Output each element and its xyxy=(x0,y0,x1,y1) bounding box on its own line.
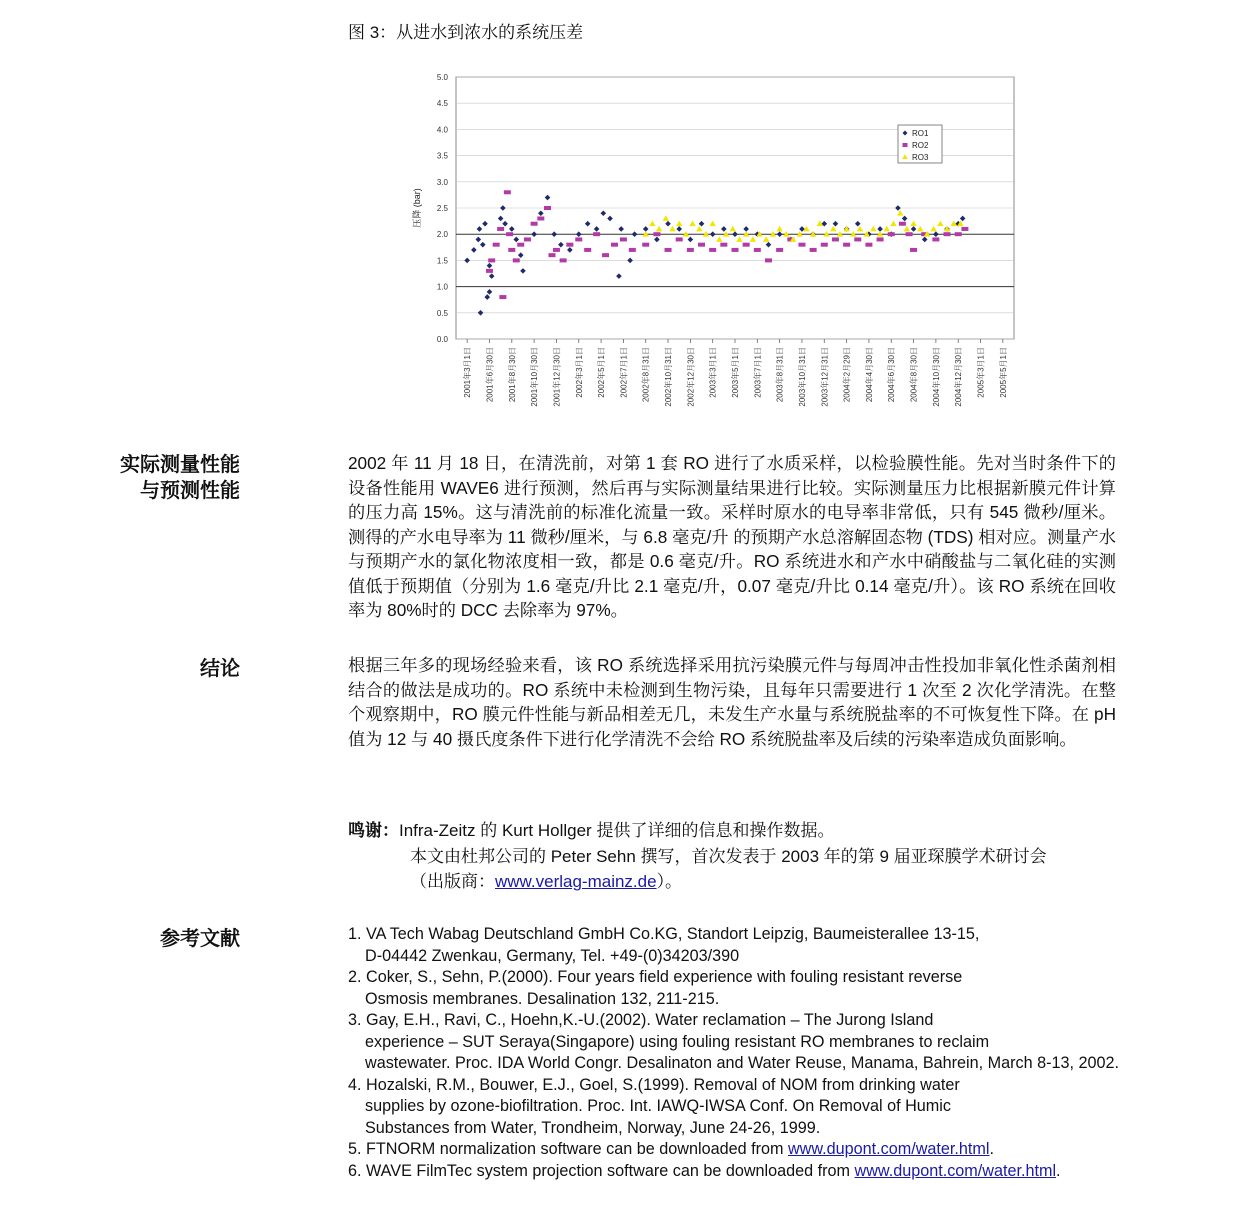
ro2-point xyxy=(488,258,495,262)
reference-line: Osmosis membranes. Desalination 132, 211-215. xyxy=(365,989,720,1008)
acknowledgement-label: 鸣谢： xyxy=(348,821,399,840)
acknowledgement-line3 xyxy=(348,869,1128,895)
ro2-point xyxy=(506,232,513,236)
ro2-point xyxy=(642,243,649,247)
ro2-point xyxy=(698,243,705,247)
x-tick-label: 2002年3月1日 xyxy=(574,347,584,398)
ro2-point xyxy=(508,248,515,252)
reference-line: 4. Hozalski, R.M., Bouwer, E.J., Goel, S.(1999). Removal of NOM from drinking water xyxy=(348,1075,960,1094)
ro2-point xyxy=(537,216,544,220)
reference-line: 3. Gay, E.H., Ravi, C., Hoehn,K.-U.(2002). Water reclamation – The Jurong Island xyxy=(348,1011,934,1029)
ro2-point xyxy=(854,237,861,241)
x-tick-label: 2001年3月1日 xyxy=(463,347,473,398)
ro2-point xyxy=(575,237,582,241)
y-tick-label: 4.5 xyxy=(436,99,448,109)
x-tick-label: 2001年12月30日 xyxy=(552,347,562,407)
performance-heading xyxy=(60,452,240,504)
y-tick-label: 1.5 xyxy=(436,256,448,266)
ro2-point xyxy=(548,253,555,257)
reference-5-suffix: . xyxy=(989,1140,994,1158)
references-list xyxy=(348,924,1128,1182)
ro2-point xyxy=(743,243,750,247)
publisher-link[interactable]: www.verlag-mainz.de xyxy=(495,872,657,891)
reference-line: experience – SUT Seraya(Singapore) using fouling resistant RO membranes to reclaim xyxy=(365,1032,990,1051)
acknowledgement-line1: Infra-Zeitz 的 Kurt Hollger 提供了详细的信息和操作数据。 xyxy=(399,821,835,840)
ro2-point xyxy=(584,248,591,252)
pressure-drop-chart xyxy=(400,62,1040,412)
ro2-point xyxy=(810,248,817,252)
reference-item-2 xyxy=(348,967,1128,1010)
ro2-point xyxy=(720,243,727,247)
reference-item-1 xyxy=(348,924,1128,967)
y-tick-label: 4.0 xyxy=(436,125,448,135)
x-tick-label: 2004年2月29日 xyxy=(842,347,852,403)
reference-line: Substances from Water, Trondheim, Norway, June 24-26, 1999. xyxy=(365,1118,821,1137)
x-tick-label: 2004年8月30日 xyxy=(909,347,919,403)
ro2-point xyxy=(676,237,683,241)
ro2-point xyxy=(504,190,511,194)
ro2-point xyxy=(821,243,828,247)
reference-5-link[interactable]: www.dupont.com/water.html xyxy=(787,1140,990,1158)
legend-label-ro2: RO2 xyxy=(912,141,929,150)
ro2-point xyxy=(899,222,906,226)
x-tick-label: 2003年5月1日 xyxy=(731,347,740,398)
legend-label-ro1: RO1 xyxy=(912,129,929,138)
x-tick-label: 2002年7月1日 xyxy=(619,347,629,398)
performance-heading-line1: 实际测量性能 xyxy=(120,454,240,476)
x-tick-label: 2001年10月30日 xyxy=(530,347,540,407)
performance-paragraph: 2002 年 11 月 18 日，在清洗前，对第 1 套 RO 进行了水质采样，以检验膜性能。先对当时条件下的设备性能用 WAVE6 进行预测，然后再与实际测量结果进行比较。实际测量压力比根据新膜元件计算的压力高 15%。这与清洗前的标准化流量一致。采样时原水的电导率非常低，只有 545 微秒/厘米。测得的产水电导率为 11 微秒/厘米，与 6.8 毫克/升 的预期产水总溶解固态物 (TDS) 相对应。测量产水与预期产水的氯化物浓度相一致，都是 0.6 毫克/升。RO 系统进水和产水中硝酸盐与二氧化硅的实测值低于预期值（分别为 1.6 毫克/升比 2.1 毫克/升，0.07 毫克/升比 0.14 毫克/升）。该 RO 系统在回收率为 80%时的 DCC 去除率为 97%。 xyxy=(348,453,1116,620)
ro2-point xyxy=(611,243,618,247)
references-heading: 参考文献 xyxy=(160,928,240,950)
ro2-point xyxy=(798,243,805,247)
publisher-suffix: ）。 xyxy=(656,872,683,891)
acknowledgement-line2: 本文由杜邦公司的 Peter Sehn 撰写，首次发表于 2003 年的第 9 届亚琛膜学术研讨会 xyxy=(410,846,1047,866)
ro2-point xyxy=(553,248,560,252)
ro2-point xyxy=(620,237,627,241)
y-tick-label: 3.5 xyxy=(436,151,448,161)
ro2-point xyxy=(517,243,524,247)
ro2-point xyxy=(544,206,551,210)
x-tick-label: 2003年12月31日 xyxy=(820,347,830,407)
x-tick-label: 2003年8月31日 xyxy=(775,347,785,403)
reference-6-suffix: . xyxy=(1056,1161,1061,1180)
y-tick-label: 5.0 xyxy=(436,73,448,82)
reference-item-5 xyxy=(348,1139,1128,1161)
x-tick-label: 2005年3月1日 xyxy=(976,347,986,398)
y-axis-label: 压降 (bar) xyxy=(412,188,422,228)
legend-marker-ro2 xyxy=(903,143,908,147)
reference-item-4 xyxy=(348,1075,1128,1140)
ro2-point xyxy=(709,248,716,252)
ro2-point xyxy=(910,248,917,252)
publisher-prefix: （出版商： xyxy=(410,872,495,891)
reference-5-prefix: 5. FTNORM normalization software can be downloaded from xyxy=(348,1140,788,1158)
ro2-point xyxy=(932,237,939,241)
ro2-point xyxy=(560,258,567,262)
x-tick-label: 2004年10月30日 xyxy=(931,347,941,407)
reference-line: supplies by ozone-biofiltration. Proc. Int. IAWQ-IWSA Conf. On Removal of Humic xyxy=(365,1097,951,1115)
y-tick-label: 2.5 xyxy=(436,204,448,213)
ro2-point xyxy=(877,237,884,241)
ro2-point xyxy=(593,232,600,236)
x-tick-label: 2002年10月31日 xyxy=(664,347,674,407)
ro2-point xyxy=(629,248,636,252)
conclusion-paragraph: 根据三年多的现场经验来看，该 RO 系统选择采用抗污染膜元件与每周冲击性投加非氧化性杀菌剂相结合的做法是成功的。RO 系统中未检测到生物污染，且每年只需要进行 1 次至 2 次化学清洗。在整个观察期中，RO 膜元件性能与新品相差无几，未发生产水量与系统脱盐率的不可恢复性下降。在 pH 值为 12 与 40 摄氏度条件下进行化学清洗不会给 RO 系统脱盐率及后续的污染率造成负面影响。 xyxy=(348,655,1116,749)
y-tick-label: 2.0 xyxy=(436,230,448,240)
x-tick-label: 2004年6月30日 xyxy=(887,347,897,403)
x-tick-label: 2003年10月31日 xyxy=(797,347,807,407)
y-tick-label: 0.5 xyxy=(436,308,448,318)
figure-caption: 图 3：从进水到浓水的系统压差 xyxy=(348,23,584,42)
ro2-point xyxy=(499,295,506,299)
ro2-point xyxy=(888,232,895,236)
x-tick-label: 2005年5月1日 xyxy=(998,347,1008,398)
x-tick-label: 2003年3月1日 xyxy=(708,347,718,398)
ro2-point xyxy=(665,248,672,252)
ro2-point xyxy=(653,232,660,236)
acknowledgement-block xyxy=(348,818,1128,895)
y-tick-label: 1.0 xyxy=(436,282,448,292)
ro2-point xyxy=(961,227,968,231)
ro2-point xyxy=(566,243,573,247)
ro2-point xyxy=(486,269,493,273)
performance-heading-line2: 与预测性能 xyxy=(140,480,240,502)
ro2-point xyxy=(493,243,500,247)
x-tick-label: 2004年12月30日 xyxy=(954,347,964,407)
conclusion-heading: 结论 xyxy=(200,658,240,680)
ro2-point xyxy=(687,248,694,252)
ro2-point xyxy=(732,248,739,252)
ro2-point xyxy=(524,237,531,241)
x-tick-label: 2002年12月30日 xyxy=(686,347,696,407)
x-tick-label: 2002年8月31日 xyxy=(641,347,651,403)
x-tick-label: 2003年7月1日 xyxy=(753,347,763,398)
ro2-point xyxy=(944,232,951,236)
y-tick-label: 3.0 xyxy=(436,177,448,187)
ro2-point xyxy=(497,227,504,231)
ro2-point xyxy=(765,258,772,262)
reference-item-6 xyxy=(348,1161,1128,1183)
ro2-point xyxy=(776,248,783,252)
reference-line: 1. VA Tech Wabag Deutschland GmbH Co.KG, Standort Leipzig, Baumeisterallee 13-15, xyxy=(348,925,980,943)
ro2-point xyxy=(754,248,761,252)
ro2-point xyxy=(832,237,839,241)
reference-item-3 xyxy=(348,1010,1128,1075)
x-tick-label: 2004年4月30日 xyxy=(864,347,874,403)
y-tick-label: 0.0 xyxy=(436,335,448,344)
ro2-point xyxy=(865,243,872,247)
x-tick-label: 2001年8月30日 xyxy=(507,347,517,403)
reference-6-prefix: 6. WAVE FilmTec system projection software can be downloaded from xyxy=(348,1161,855,1180)
reference-6-link[interactable]: www.dupont.com/water.html xyxy=(854,1161,1057,1180)
ro2-point xyxy=(531,222,538,226)
ro2-point xyxy=(955,232,962,236)
ro2-point xyxy=(906,232,913,236)
x-tick-label: 2002年5月1日 xyxy=(597,347,607,398)
ro2-point xyxy=(513,258,520,262)
ro2-point xyxy=(843,243,850,247)
reference-line: wastewater. Proc. IDA World Congr. Desalinaton and Water Reuse, Manama, Bahrein, March 8-13, 2002. xyxy=(365,1054,1119,1072)
legend-label-ro3: RO3 xyxy=(912,153,929,162)
ro2-point xyxy=(602,253,609,257)
reference-line: 2. Coker, S., Sehn, P.(2000). Four years field experience with fouling resistant reverse xyxy=(348,968,963,986)
x-tick-label: 2001年6月30日 xyxy=(485,347,495,403)
reference-line: D-04442 Zwenkau, Germany, Tel. +49-(0)34203/390 xyxy=(365,946,740,965)
